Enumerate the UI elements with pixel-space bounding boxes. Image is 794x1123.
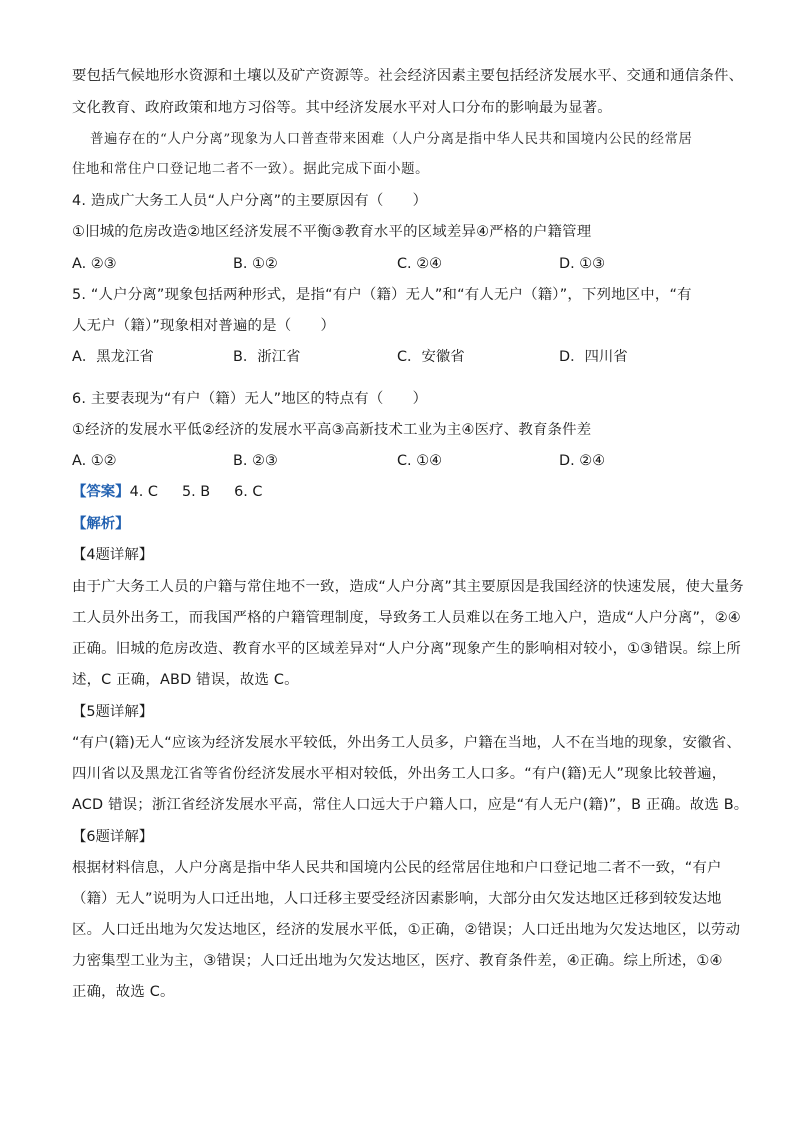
detail4-line-4: 述，C 正确，ABD 错误，故选 C。: [72, 672, 299, 688]
detail6-line-1: 根据材料信息，人户分离是指中华人民共和国境内公民的经常居住地和户口登记地二者不一致，“有户: [72, 860, 722, 876]
q5-stem-line-2: 人无户（籍）”现象相对普遍的是（ ）: [72, 318, 336, 334]
analysis-label: 【解析】: [72, 516, 130, 532]
q4-option-b: B. ①②: [233, 256, 278, 272]
detail4-label: 【4题详解】: [72, 547, 154, 563]
q5-option-d: D．四川省: [559, 349, 628, 365]
detail5-line-2: 四川省以及黑龙江省等省份经济发展水平相对较低，外出务工人口多。“有户(籍)无人”现象比较普遍，: [72, 766, 727, 782]
detail4-line-2: 工人员外出务工，而我国严格的户籍管理制度，导致务工人员难以在务工地入户，造成“人户分离”，②④: [72, 610, 741, 626]
passage-line-1: 普遍存在的“人户分离”现象为人口普查带来困难（人户分离是指中华人民共和国境内公民的经常居: [90, 132, 693, 147]
q5-option-a: A．黑龙江省: [72, 349, 154, 365]
q4-stem: 4. 造成广大务工人员“人户分离”的主要原因有（ ）: [72, 193, 428, 209]
answer-5: 5. B: [181, 484, 211, 500]
detail6-line-3: 区。人口迁出地为欠发达地区，经济的发展水平低，①正确，②错误；人口迁出地为欠发达地区，以劳动: [72, 922, 741, 938]
answer-4: 4. C: [129, 484, 158, 500]
q4-option-d: D. ①③: [559, 256, 606, 272]
q6-stem: 6. 主要表现为“有户（籍）无人”地区的特点有（ ）: [72, 391, 428, 407]
detail6-line-5: 正确，故选 C。: [72, 984, 175, 1000]
intro-line-1: 要包括气候地形水资源和土壤以及矿产资源等。社会经济因素主要包括经济发展水平、交通和通信条件、: [72, 68, 744, 84]
q6-option-c: C. ①④: [397, 453, 442, 469]
q5-stem-line-1: 5. “人户分离”现象包括两种形式，是指“有户（籍）无人”和“有人无户（籍）”，下列地区中，“有: [72, 287, 692, 303]
q6-option-d: D. ②④: [559, 453, 606, 469]
detail4-line-1: 由于广大务工人员的户籍与常住地不一致，造成“人户分离”其主要原因是我国经济的快速发展，使大量务: [72, 579, 744, 595]
q6-option-b: B. ②③: [233, 453, 278, 469]
detail4-line-3: 正确。旧城的危房改造、教育水平的区域差异对“人户分离”现象产生的影响相对较小，①③错误。综上所: [72, 641, 741, 657]
q4-statements: ①旧城的危房改造②地区经济发展不平衡③教育水平的区域差异④严格的户籍管理: [72, 224, 592, 240]
q5-option-c: C．安徽省: [397, 349, 465, 365]
detail5-label: 【5题详解】: [72, 704, 154, 720]
detail5-line-3: ACD 错误；浙江省经济发展水平高，常住人口远大于户籍人口，应是“有人无户(籍)”，B 正确。故选 B。: [72, 797, 749, 813]
answer-line: [72, 482, 286, 502]
detail6-line-2: （籍）无人”说明为人口迁出地，人口迁移主要受经济因素影响，大部分由欠发达地区迁移到较发达地: [72, 891, 722, 907]
q6-option-a: A. ①②: [72, 453, 117, 469]
detail6-line-4: 力密集型工业为主，③错误；人口迁出地为欠发达地区，医疗、教育条件差，④正确。综上所述，①④: [72, 953, 723, 969]
q6-statements: ①经济的发展水平低②经济的发展水平高③高新技术工业为主④医疗、教育条件差: [72, 422, 592, 438]
q5-option-b: B．浙江省: [233, 349, 301, 365]
detail5-line-1: “有户(籍)无人“应该为经济发展水平较低，外出务工人员多，户籍在当地，人不在当地的现象，安徽省、: [72, 735, 741, 751]
q4-option-c: C. ②④: [397, 256, 442, 272]
detail6-label: 【6题详解】: [72, 829, 154, 845]
passage-line-2: 住地和常住户口登记地二者不一致）。据此完成下面小题。: [72, 162, 430, 177]
answer-label: 【答案】: [72, 484, 130, 500]
q4-option-a: A. ②③: [72, 256, 117, 272]
answer-6: 6. C: [234, 484, 263, 500]
intro-line-2: 文化教育、政府政策和地方习俗等。其中经济发展水平对人口分布的影响最为显著。: [72, 100, 612, 116]
